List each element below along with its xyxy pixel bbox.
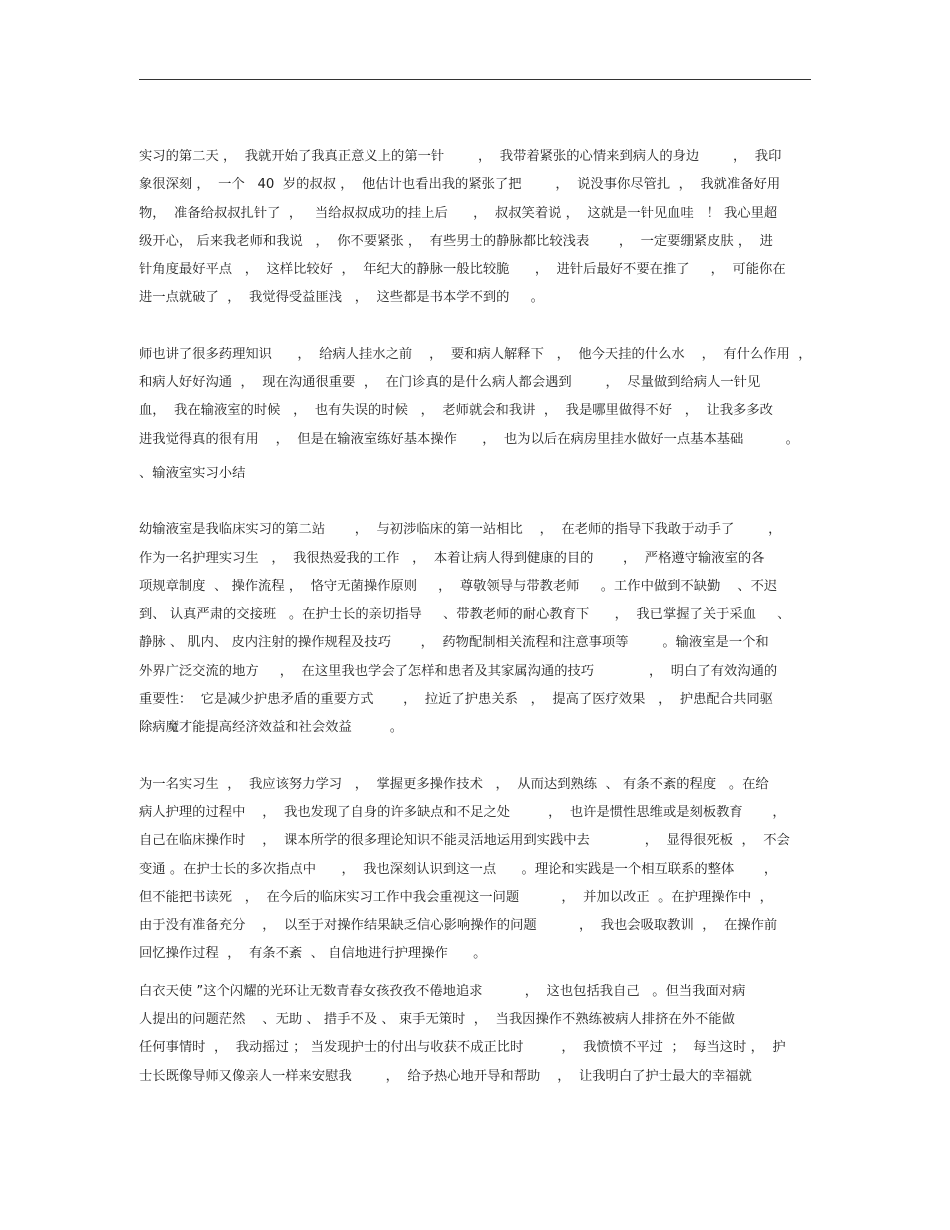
text-line: 人提出的问题茫然 、无助 、 措手不及 、 束手无策时 ， 当我因操作不熟练被病人排挤在外不能做: [139, 1012, 735, 1028]
text-line: 变通 。在护士长的多次指点中 ， 我也深刻认识到这一点 。理论和实践是一个相互联系的整体 ，: [139, 861, 778, 877]
paragraph-as-intern: [139, 771, 829, 969]
header-rule: [139, 79, 811, 80]
text-line: 自己在临床操作时 ， 课本所学的很多理论知识不能灵活地运用到实践中去 ， 显得很死板 ， 不会: [139, 833, 790, 849]
text-line: 除病魔才能提高经济效益和社会效益 。: [139, 720, 404, 736]
text-line: 幼输液室是我临床实习的第二站 ， 与初涉临床的第一站相比 ， 在老师的指导下我敢于动手了 ，: [139, 522, 782, 538]
text-line: 士长既像导师又像亲人一样来安慰我 ， 给予热心地开导和帮助 ， 让我明白了护士最大的幸福就: [139, 1068, 752, 1084]
paragraph-pharmacology: [139, 341, 829, 454]
text-line: 重要性： 它是减少护患矛盾的重要方式 ， 拉近了护患关系 ， 提高了医疗效果 ， 护患配合共同驱: [139, 692, 773, 708]
text-line: 病人护理的过程中 ， 我也发现了自身的许多缺点和不足之处 ， 也许是惯性思维或是刻板教育 ，: [139, 804, 786, 820]
text-line: 进一点就破了 ， 我觉得受益匪浅 ， 这些都是书本学不到的 。: [139, 290, 544, 306]
paragraph-first-injection: [139, 143, 829, 313]
paragraph-white-angel: [139, 978, 829, 1091]
text-line: 针角度最好平点 ， 这样比较好 ， 年纪大的静脉一般比较脆 ， 进针后最好不要在推了 ， 可能你在: [139, 262, 786, 278]
text-line: 但不能把书读死 ， 在今后的临床实习工作中我会重视这一问题 ， 并加以改正 。在护理操作中 ，: [139, 889, 773, 905]
text-line: 静脉 、 肌内、 皮内注射的操作规程及技巧 ， 药物配制相关流程和注意事项等 。输液室是一个和: [139, 635, 769, 651]
text-line: 作为一名护理实习生 ， 我很热爱我的工作 ， 本着让病人得到健康的目的 ， 严格遵守输液室的各: [139, 550, 765, 566]
text-line: 实习的第二天 ， 我就开始了我真正意义上的第一针 ， 我带着紧张的心情来到病人的身边 ， 我印: [139, 149, 782, 164]
text-line: 白衣天使 ”这个闪耀的光环让无数青春女孩孜孜不倦地追求 ， 这也包括我自己 。但当我面对病: [139, 983, 746, 999]
text-line: 血， 我在输液室的时候 ， 也有失误的时候 ， 老师就会和我讲 ， 我是哪里做得不好 ， 让我多多改: [139, 403, 773, 419]
heading-text: 、输液室实习小结: [139, 465, 246, 481]
text-line: 师也讲了很多药理知识 ， 给病人挂水之前 ， 要和病人解释下 ， 他今天挂的什么水 ， 有什么作用 ，: [139, 346, 812, 362]
text-line: 象很深刻 ， 一个 40 岁的叔叔 ， 他估计也看出我的紧张了把 ， 说没事你尽管扎 ， 我就准备好用: [139, 177, 781, 193]
text-line: 为一名实习生 ， 我应该努力学习 ， 掌握更多操作技术 ， 从而达到熟练 、 有条不紊的程度 。在给: [139, 776, 769, 792]
text-line: 任何事情时 ， 我动摇过 ； 当发现护士的付出与收获不成正比时 ， 我愤愤不平过 ； 每当这时 ， 护: [139, 1040, 786, 1056]
text-line: 进我觉得真的很有用 ， 但是在输液室练好基本操作 ， 也为以后在病房里挂水做好一点基本基础 。: [139, 431, 799, 447]
document-body: [139, 143, 829, 1091]
text-line: 物， 准备给叔叔扎针了 ， 当给叔叔成功的挂上后 ， 叔叔笑着说 ， 这就是一针见血哇 ！ 我心里超: [139, 205, 778, 221]
text-line: 级开心， 后来我老师和我说 ， 你不要紧张 ， 有些男士的静脉都比较浅表 ， 一定要绷紧皮肤 ， 进: [139, 233, 773, 249]
paragraph-infusion-room: [139, 516, 829, 742]
text-line: 和病人好好沟通 ， 现在沟通很重要 ， 在门诊真的是什么病人都会遇到 ， 尽量做到给病人一针见: [139, 375, 761, 391]
text-line: 项规章制度 、 操作流程 ， 恪守无菌操作原则 ， 尊敬领导与带教老师 。工作中做到不缺勤 、不迟: [139, 578, 778, 594]
text-line: 外界广泛交流的地方 ， 在这里我也学会了怎样和患者及其家属沟通的技巧 ， 明白了有效沟通的: [139, 663, 778, 679]
text-line: 由于没有准备充分 ， 以至于对操作结果缺乏信心影响操作的问题 ， 我也会吸取教训 ， 在操作前: [139, 918, 778, 934]
text-line: 到、 认真严肃的交接班 。在护士长的亲切指导 、带教老师的耐心教育下 ， 我已掌握了关于采血 、: [139, 607, 791, 623]
section-heading: [139, 460, 829, 488]
text-line: 回忆操作过程 ， 有条不紊 、 自信地进行护理操作 。: [139, 946, 487, 962]
